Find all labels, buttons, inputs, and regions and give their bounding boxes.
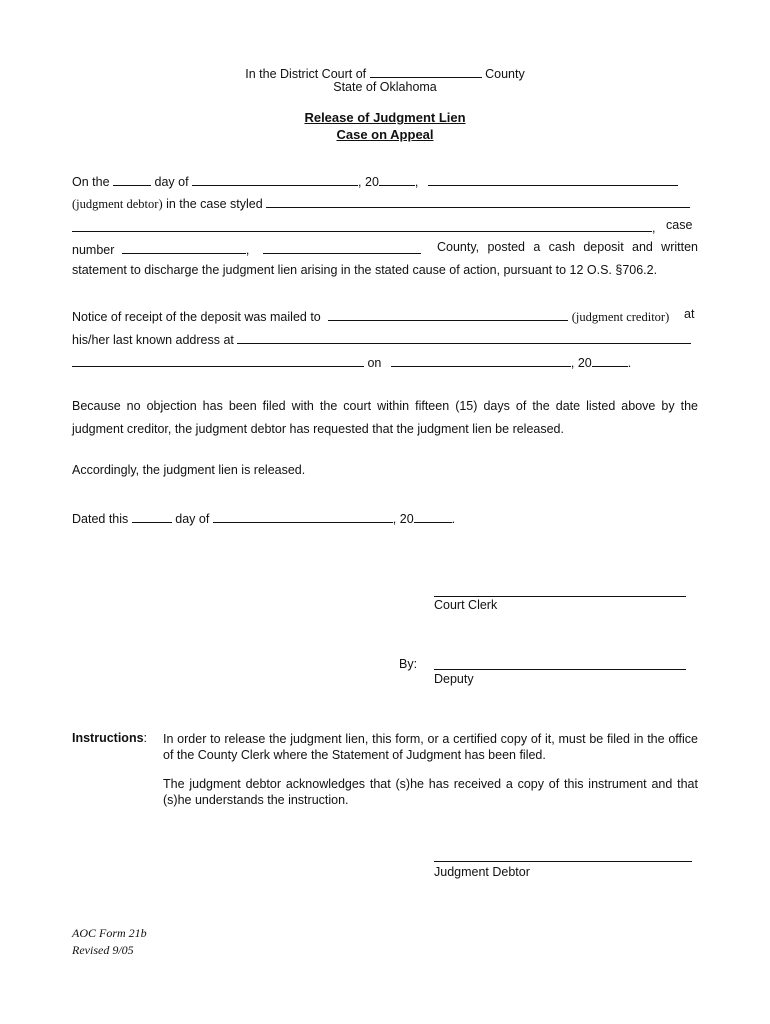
county-suffix: County bbox=[485, 67, 525, 81]
no-objection-paragraph: Because no objection has been filed with the court within fifteen (15) days of the date listed above by the judgment creditor, the judgment debtor has requested that the judgment lien be released. bbox=[72, 399, 698, 436]
para1-line2 bbox=[72, 194, 690, 212]
dated-day-of-text: day of bbox=[175, 512, 210, 526]
judgment-debtor-label: (judgment debtor) bbox=[72, 197, 163, 211]
dated-year-prefix: , 20 bbox=[392, 512, 414, 526]
mailed-year-blank[interactable] bbox=[592, 353, 628, 367]
debtor-name-blank[interactable] bbox=[428, 172, 678, 186]
dated-this-text: Dated this bbox=[72, 512, 129, 526]
case-styled-text: in the case styled bbox=[162, 197, 263, 211]
address-continued-blank[interactable] bbox=[72, 353, 364, 367]
comma-2: , bbox=[245, 243, 250, 257]
month-blank[interactable] bbox=[192, 172, 358, 186]
case-comma: , bbox=[652, 221, 656, 235]
year-blank[interactable] bbox=[379, 172, 415, 186]
instructions-colon: : bbox=[143, 731, 148, 745]
address-text: his/her last known address at bbox=[72, 333, 234, 347]
instructions-text-1: In order to release the judgment lien, this form, or a certified copy of it, must be filed in the office of the County Clerk where the Statement of Judgment has been filed. bbox=[163, 732, 698, 762]
notice-text: Notice of receipt of the deposit was mailed to bbox=[72, 310, 321, 324]
para2-line3 bbox=[72, 353, 631, 370]
case-style-continued-blank[interactable] bbox=[72, 218, 652, 232]
by-label: By: bbox=[399, 657, 418, 671]
revision-date: Revised 9/05 bbox=[72, 943, 134, 957]
at-text: at bbox=[684, 307, 695, 321]
day-blank[interactable] bbox=[113, 172, 151, 186]
case-number-blank[interactable] bbox=[122, 240, 246, 254]
form-subtitle: Case on Appeal bbox=[336, 127, 434, 142]
on-text: on bbox=[367, 356, 382, 370]
judgment-creditor-label: (judgment creditor) bbox=[571, 310, 670, 324]
instructions-text-2: The judgment debtor acknowledges that (s)he has received a copy of this instrument and that (s)he understands the instruction. bbox=[163, 777, 698, 807]
para1-line4 bbox=[72, 240, 421, 257]
case-style-blank[interactable] bbox=[266, 194, 690, 208]
para2-line2 bbox=[72, 330, 691, 347]
period: . bbox=[627, 356, 632, 370]
on-the-text: On the bbox=[72, 175, 110, 189]
deputy-signature-line[interactable] bbox=[434, 669, 686, 670]
dated-day-blank[interactable] bbox=[132, 509, 172, 523]
judgment-debtor-label: Judgment Debtor bbox=[434, 865, 530, 879]
state-line: State of Oklahoma bbox=[333, 80, 437, 94]
para1-line3 bbox=[72, 218, 655, 235]
comma: , bbox=[414, 175, 419, 189]
creditor-name-blank[interactable] bbox=[328, 307, 568, 321]
mailed-year-prefix: , 20 bbox=[570, 356, 592, 370]
mailed-date-blank[interactable] bbox=[391, 353, 571, 367]
dated-line bbox=[72, 509, 455, 526]
case-word: case bbox=[666, 218, 693, 232]
statute-text: statement to discharge the judgment lien arising in the stated cause of action, pursuant to 12 O.S. §706.2. bbox=[72, 263, 658, 277]
instructions-heading: Instructions bbox=[72, 731, 144, 745]
year-prefix: , 20 bbox=[358, 175, 379, 189]
number-text: number bbox=[72, 243, 115, 257]
court-clerk-label: Court Clerk bbox=[434, 598, 498, 612]
deputy-label: Deputy bbox=[434, 672, 474, 686]
instructions-label bbox=[72, 731, 147, 745]
form-title: Release of Judgment Lien bbox=[304, 110, 466, 125]
para2-line1 bbox=[72, 307, 669, 325]
judgment-debtor-signature-line[interactable] bbox=[434, 861, 692, 862]
county-posted-text: County, posted a cash deposit and written bbox=[437, 240, 698, 254]
dated-period: . bbox=[451, 512, 456, 526]
county-blank[interactable] bbox=[263, 240, 421, 254]
court-clerk-signature-line[interactable] bbox=[434, 596, 686, 597]
release-statement: Accordingly, the judgment lien is released. bbox=[72, 463, 306, 477]
county-name-blank[interactable] bbox=[370, 64, 482, 78]
dated-month-blank[interactable] bbox=[213, 509, 393, 523]
para1-line1 bbox=[72, 172, 678, 189]
day-of-text: day of bbox=[154, 175, 189, 189]
form-number: AOC Form 21b bbox=[72, 926, 147, 940]
court-heading bbox=[0, 64, 770, 81]
court-prefix: In the District Court of bbox=[245, 67, 367, 81]
dated-year-blank[interactable] bbox=[414, 509, 452, 523]
address-blank[interactable] bbox=[237, 330, 691, 344]
